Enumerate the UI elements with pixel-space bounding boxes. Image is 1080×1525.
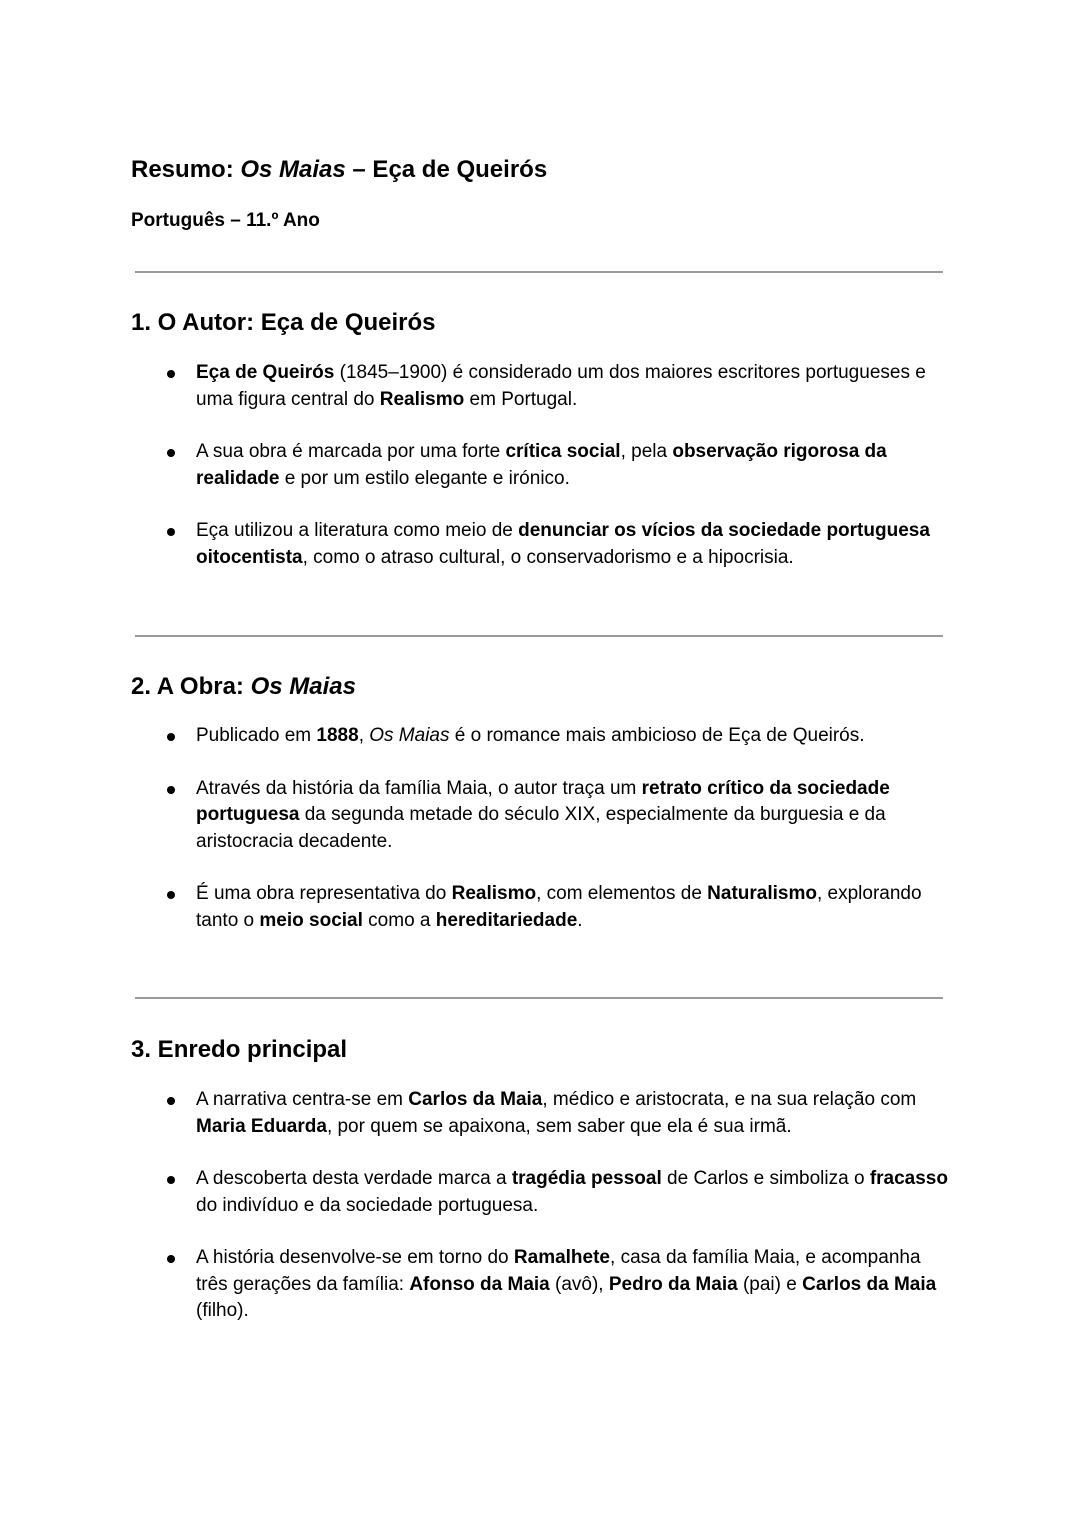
bold-text: Realismo <box>451 883 537 904</box>
text-run: Através da história da família Maia, o autor traça um <box>196 777 642 799</box>
text-run: , médico e aristocrata, e na sua relação com <box>542 1089 917 1110</box>
bold-text: retrato crítico da sociedade portuguesa <box>196 777 890 825</box>
text-run: A sua obra é marcada por uma forte <box>196 441 506 462</box>
text-run: da segunda metade do século XIX, especialmente da burguesia e da aristocracia decadente. <box>196 804 886 852</box>
bold-text: hereditariedade <box>435 909 578 931</box>
text-run: do indivíduo e da sociedade portuguesa. <box>196 1194 539 1216</box>
section-heading-author: 1. O Autor: Eça de Queirós <box>131 309 436 336</box>
bold-text: fracasso <box>869 1168 948 1189</box>
list-item <box>131 1087 951 1140</box>
bullet-dot-icon <box>167 370 175 378</box>
text-run: (filho). <box>196 1300 249 1321</box>
list-item <box>131 1166 951 1219</box>
bold-text: Maria Eduarda <box>196 1115 327 1137</box>
bold-text: Naturalismo <box>707 883 817 904</box>
list-item <box>131 360 951 413</box>
text-run: , com elementos de <box>536 883 708 904</box>
text-run: A história desenvolve-se em torno do <box>196 1247 514 1268</box>
text-run: É uma obra representativa do <box>196 883 452 904</box>
text-run: (pai) e <box>737 1273 803 1295</box>
bold-text: Realismo <box>379 388 465 410</box>
bullet-list-work <box>131 723 951 960</box>
bullet-list-plot <box>131 1087 951 1351</box>
divider-3 <box>135 997 943 999</box>
text-run: , pela <box>620 441 673 462</box>
text-run: A narrativa centra-se em <box>196 1089 409 1110</box>
text-run: , como o atraso cultural, o conservadorismo e a hipocrisia. <box>302 546 794 568</box>
bold-text: denunciar os vícios da sociedade portuguesa oitocentista <box>196 520 930 568</box>
bold-text: 1888 <box>316 725 359 746</box>
bold-text: meio social <box>259 909 363 931</box>
divider-1 <box>135 271 943 273</box>
bold-text: Afonso da Maia <box>409 1273 550 1295</box>
bold-text: tragédia pessoal <box>511 1168 662 1189</box>
list-item <box>131 1245 951 1325</box>
document-title <box>131 155 547 185</box>
bullet-dot-icon <box>167 891 175 899</box>
text-run: , <box>358 725 370 746</box>
heading-italic: Os Maias <box>250 673 356 700</box>
bold-text: Carlos da Maia <box>802 1273 937 1295</box>
text-run: Eça utilizou a literatura como meio de <box>196 520 519 541</box>
bold-text: crítica social <box>505 441 621 462</box>
text-run: como a <box>362 909 436 931</box>
title-italic: Os Maias <box>240 156 346 183</box>
text-run: e por um estilo elegante e irónico. <box>279 467 570 489</box>
text-run: Publicado em <box>196 725 317 746</box>
text-run: (avô), <box>549 1273 609 1295</box>
document-subtitle: Português – 11.º Ano <box>131 210 320 231</box>
text-run: , casa da família Maia, e acompanha três gerações da família: <box>196 1247 921 1295</box>
list-item <box>131 723 951 750</box>
section-heading-work <box>131 672 356 702</box>
heading-prefix: 2. A Obra: <box>131 673 251 700</box>
bold-text: observação rigorosa da realidade <box>196 441 887 489</box>
bullet-dot-icon <box>167 449 175 457</box>
list-item <box>131 881 951 934</box>
list-item <box>131 776 951 856</box>
text-run: em Portugal. <box>464 388 578 410</box>
list-item <box>131 518 951 571</box>
bullet-dot-icon <box>167 786 175 794</box>
bullet-dot-icon <box>167 1176 175 1184</box>
bullet-list-author <box>131 360 951 597</box>
section-heading-plot: 3. Enredo principal <box>131 1036 348 1063</box>
text-run: , explorando tanto o <box>196 883 922 931</box>
text-run: é o romance mais ambicioso de Eça de Queirós. <box>449 725 865 746</box>
title-suffix: – Eça de Queirós <box>345 156 548 183</box>
bold-text: Pedro da Maia <box>608 1273 738 1295</box>
italic-text: Os Maias <box>369 725 450 746</box>
text-run: de Carlos e simboliza o <box>661 1168 870 1189</box>
divider-2 <box>135 635 943 637</box>
bold-text: Eça de Queirós <box>196 362 335 383</box>
bullet-dot-icon <box>167 1255 175 1263</box>
bullet-dot-icon <box>167 733 175 741</box>
text-run: (1845–1900) é considerado um dos maiores escritores portugueses e uma figura central do <box>196 362 926 410</box>
bold-text: Carlos da Maia <box>408 1089 543 1110</box>
text-run: , por quem se apaixona, sem saber que ela é sua irmã. <box>326 1115 792 1137</box>
bold-text: Ramalhete <box>513 1247 611 1268</box>
bullet-dot-icon <box>167 1097 175 1105</box>
bullet-dot-icon <box>167 528 175 536</box>
list-item <box>131 439 951 492</box>
text-run: A descoberta desta verdade marca a <box>196 1168 512 1189</box>
title-prefix: Resumo: <box>131 156 241 183</box>
text-run: . <box>577 909 583 931</box>
